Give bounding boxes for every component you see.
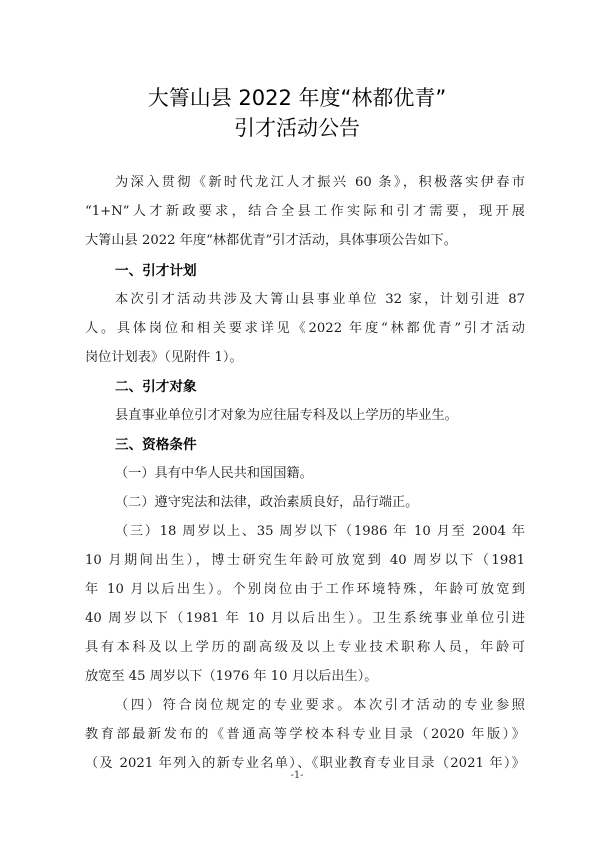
section-heading-target: 二、引才对象 (115, 379, 197, 395)
qualification-item-3-line: 放宽至 45 周岁以下（1976 年 10 月以后出生）。 (85, 669, 378, 684)
section1-line: 岗位计划表》（见附件 1）。 (85, 350, 243, 365)
section2-line: 县直事业单位引才对象为应往届专科及以上学历的毕业生。 (115, 408, 458, 423)
page-number: -1- (290, 770, 304, 781)
qualification-item-3-line: 具有本科及以上学历的副高级及以上专业技术职称人员，年龄可 (85, 640, 525, 655)
section1-line: 人。具体岗位和相关要求详见《2022 年度“林都优青”引才活动 (85, 321, 525, 336)
intro-line: “1+N”人才新政要求，结合全县工作实际和引才需要，现开展 (85, 204, 525, 219)
section1-line: 本次引才活动共涉及大箐山县事业单位 32 家，计划引进 87 (115, 292, 525, 307)
section-heading-plan: 一、引才计划 (115, 263, 197, 279)
qualification-item-3-line: （三）18 周岁以上、35 周岁以下（1986 年 10 月至 2004 年 (115, 524, 525, 539)
section-heading-qualifications: 三、资格条件 (115, 437, 197, 453)
qualification-item-4-line: （四）符合岗位规定的专业要求。本次引才活动的专业参照 (115, 698, 525, 713)
qualification-item-4-line: （及 2021 年列入的新专业名单）、《职业教育专业目录（2021 年）》 (85, 756, 525, 771)
document-title-line-2: 引才活动公告 (234, 116, 360, 140)
qualification-item-3-line: 10 月期间出生），博士研究生年龄可放宽到 40 周岁以下（1981 (85, 553, 525, 568)
qualification-item-2: （二）遵守宪法和法律，政治素质良好，品行端正。 (115, 495, 419, 510)
qualification-item-1: （一）具有中华人民共和国国籍。 (115, 466, 313, 481)
qualification-item-4-line: 教育部最新发布的《普通高等学校本科专业目录（2020 年版）》 (85, 727, 525, 742)
qualification-item-3-line: 40 周岁以下（1981 年 10 月以后出生）。卫生系统事业单位引进 (85, 611, 525, 626)
intro-line: 大箐山县 2022 年度“林都优青”引才活动，具体事项公告如下。 (85, 233, 457, 248)
document-title-line-1: 大箐山县 2022 年度“林都优青” (147, 86, 447, 110)
intro-line: 为深入贯彻《新时代龙江人才振兴 60 条》，积极落实伊春市 (115, 175, 525, 190)
qualification-item-3-line: 年 10 月以后出生）。个别岗位由于工作环境特殊，年龄可放宽到 (85, 582, 525, 597)
